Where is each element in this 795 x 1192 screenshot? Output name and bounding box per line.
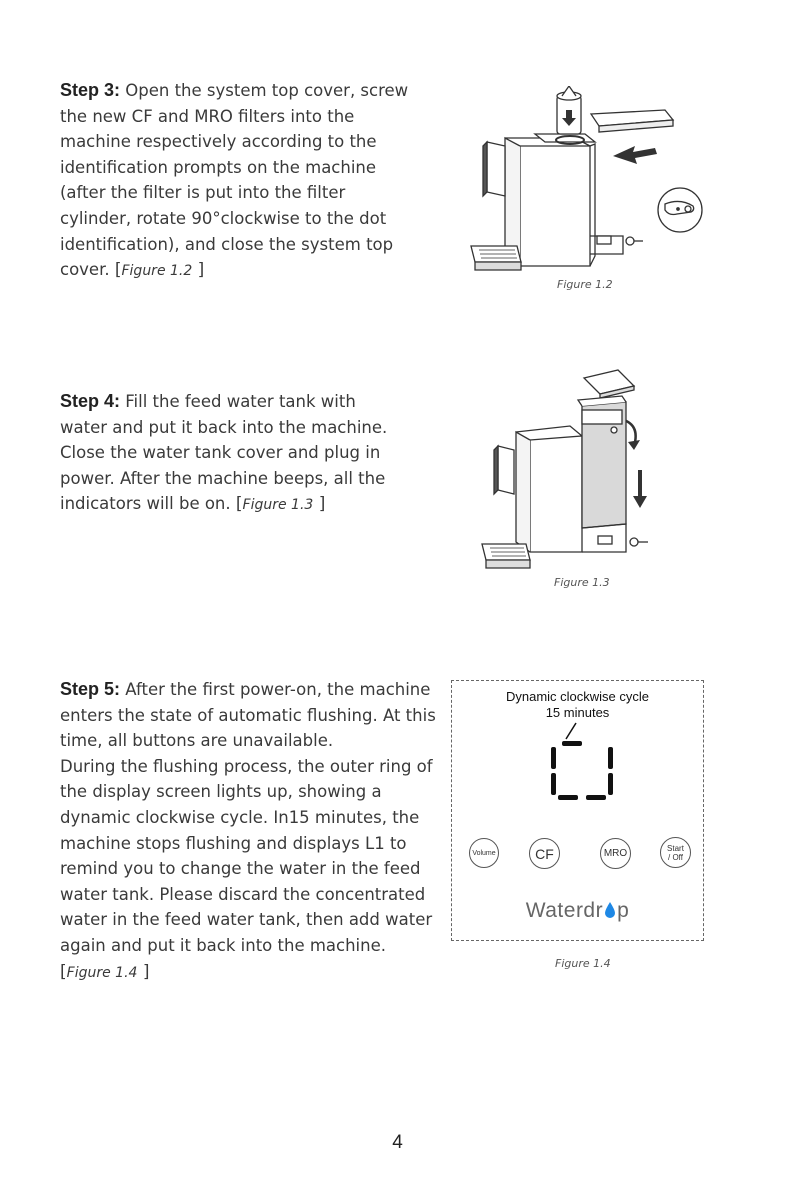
step-3-line-3: machine respectively according to the [60,132,377,152]
step-4-line-4: power. After the machine beeps, all the [60,468,386,488]
step-5-text [60,677,436,986]
step-5-line-4: During the flushing process, the outer ring of [60,756,433,776]
step-3-line-2: the new CF and MRO filters into the [60,106,355,126]
start-off-button[interactable]: Start / Off [660,837,691,868]
figure-1-3-illustration [478,366,668,581]
water-drop-icon [603,901,617,919]
figure-1-3-caption: Figure 1.3 [554,576,610,589]
step-5-line-7: machine stops flushing and displays L1 to [60,833,407,853]
step-4-line-1: Step 4: Fill the feed water tank with [60,391,356,411]
step-5-line-10: water in the feed water tank, then add water [60,910,433,930]
step-3-line-7: identification), and close the system top [60,234,394,254]
panel-title-line-1: Dynamic clockwise cycle [505,689,650,704]
figure-1-2-illustration [465,86,725,286]
step-3-lead: Step 3: [60,80,121,100]
step-5-line-2: enters the state of automatic flushing. At this [60,705,436,725]
panel-title-line-2: 15 minutes [545,705,610,720]
figure-1-2-caption: Figure 1.2 [557,278,613,291]
waterdrop-logo: Waterdr p [525,899,630,922]
step-4-line-2: water and put it back into the machine. [60,417,388,437]
step-5-line-1: Step 5: After the first power-on, the machine [60,679,431,699]
step-4-lead: Step 4: [60,391,121,411]
step-3-line-1: Step 3: Open the system top cover, screw [60,80,409,100]
step-4-line-5: indicators will be on. [Figure 1.3 ] [60,494,326,515]
step-5-line-8: remind you to change the water in the feed [60,859,421,879]
step-4-text [60,389,387,519]
step-5-line-3: time, all buttons are unavailable. [60,731,334,751]
step-5-line-12: [Figure 1.4 ] [60,961,150,982]
step-3-line-4: identification prompts on the machine [60,157,377,177]
step-4-figure-ref: Figure 1.3 [242,497,314,514]
segment-display-icon [542,721,622,801]
step-5-lead: Step 5: [60,679,121,699]
step-3-figure-ref: Figure 1.2 [121,263,193,280]
step-4-line-3: Close the water tank cover and plug in [60,443,381,463]
control-panel-diagram [451,680,704,941]
step-3-line-6: cylinder, rotate 90°clockwise to the dot [60,208,387,228]
step-5-figure-ref: Figure 1.4 [66,964,138,981]
step-5-line-5: the display screen lights up, showing a [60,782,382,802]
mro-button[interactable]: MRO [600,838,631,869]
step-3-text [60,78,408,285]
step-5-line-9: water tank. Please discard the concentrated [60,884,426,904]
step-5-line-6: dynamic clockwise cycle. In15 minutes, the [60,807,420,827]
page-number: 4 [392,1132,403,1153]
step-3-line-5: (after the filter is put into the filter [60,183,346,203]
step-3-line-8: cover. [Figure 1.2 ] [60,260,205,281]
figure-1-4-caption: Figure 1.4 [555,957,611,970]
cf-button[interactable]: CF [529,838,560,869]
volume-button[interactable]: Volume [469,838,499,868]
step-5-line-11: again and put it back into the machine. [60,935,386,955]
